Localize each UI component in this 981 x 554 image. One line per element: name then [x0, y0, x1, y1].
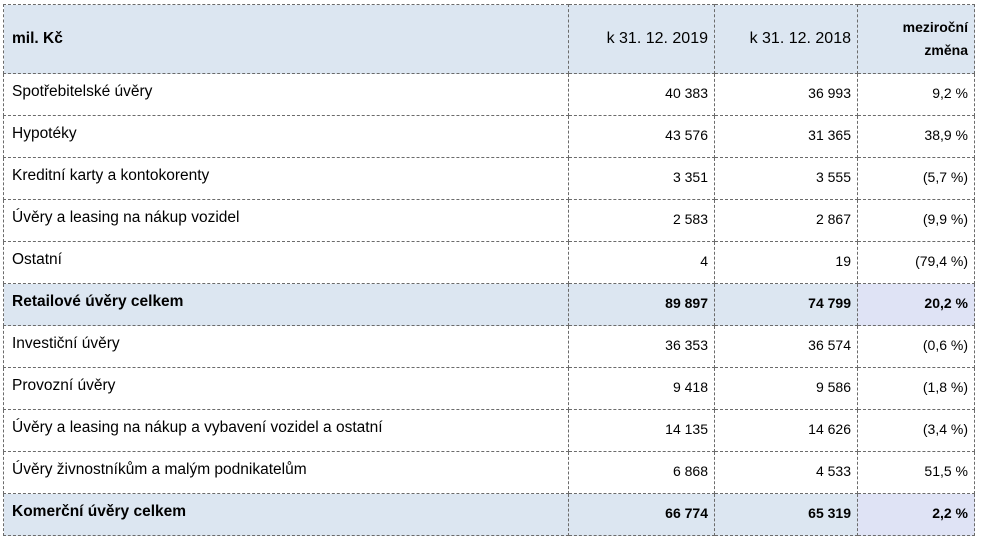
- value-2018: 9 586: [715, 368, 858, 410]
- table-total-row: [4, 494, 975, 536]
- value-2019: 66 774: [569, 494, 715, 536]
- header-2018: k 31. 12. 2018: [715, 5, 858, 74]
- table-row: [4, 74, 975, 116]
- value-change: 51,5 %: [858, 452, 975, 494]
- value-2018: 3 555: [715, 158, 858, 200]
- value-2018: 2 867: [715, 200, 858, 242]
- value-2018: 36 574: [715, 326, 858, 368]
- value-2019: 6 868: [569, 452, 715, 494]
- row-label: Hypotéky: [4, 116, 569, 158]
- loans-table-body: [4, 5, 975, 536]
- table-row: [4, 368, 975, 410]
- value-change: (5,7 %): [858, 158, 975, 200]
- table-row: [4, 326, 975, 368]
- row-label: Komerční úvěry celkem: [4, 494, 569, 536]
- value-change: (79,4 %): [858, 242, 975, 284]
- value-change: (9,9 %): [858, 200, 975, 242]
- header-label: mil. Kč: [4, 5, 569, 74]
- row-label: Investiční úvěry: [4, 326, 569, 368]
- row-label: Retailové úvěry celkem: [4, 284, 569, 326]
- value-2019: 2 583: [569, 200, 715, 242]
- value-change: (0,6 %): [858, 326, 975, 368]
- value-2018: 31 365: [715, 116, 858, 158]
- value-2019: 14 135: [569, 410, 715, 452]
- table-row: [4, 410, 975, 452]
- header-2019: k 31. 12. 2019: [569, 5, 715, 74]
- table-header-row: [4, 5, 975, 74]
- value-2018: 65 319: [715, 494, 858, 536]
- value-2019: 3 351: [569, 158, 715, 200]
- row-label: Spotřebitelské úvěry: [4, 74, 569, 116]
- table-row: [4, 200, 975, 242]
- value-change: 20,2 %: [858, 284, 975, 326]
- value-change: 9,2 %: [858, 74, 975, 116]
- table-total-row: [4, 284, 975, 326]
- table-row: [4, 116, 975, 158]
- value-2018: 14 626: [715, 410, 858, 452]
- row-label: Provozní úvěry: [4, 368, 569, 410]
- loans-table: [3, 4, 975, 536]
- value-2018: 74 799: [715, 284, 858, 326]
- value-change: (3,4 %): [858, 410, 975, 452]
- header-change: meziroční změna: [858, 5, 975, 74]
- value-2019: 40 383: [569, 74, 715, 116]
- value-2019: 43 576: [569, 116, 715, 158]
- value-2019: 4: [569, 242, 715, 284]
- value-2018: 4 533: [715, 452, 858, 494]
- row-label: Kreditní karty a kontokorenty: [4, 158, 569, 200]
- value-change: (1,8 %): [858, 368, 975, 410]
- value-2019: 89 897: [569, 284, 715, 326]
- table-row: [4, 242, 975, 284]
- row-label: Ostatní: [4, 242, 569, 284]
- value-2019: 9 418: [569, 368, 715, 410]
- row-label: Úvěry a leasing na nákup a vybavení vozidel a ostatní: [4, 410, 569, 452]
- value-2018: 36 993: [715, 74, 858, 116]
- value-change: 2,2 %: [858, 494, 975, 536]
- value-change: 38,9 %: [858, 116, 975, 158]
- value-2018: 19: [715, 242, 858, 284]
- value-2019: 36 353: [569, 326, 715, 368]
- row-label: Úvěry živnostníkům a malým podnikatelům: [4, 452, 569, 494]
- table-row: [4, 452, 975, 494]
- row-label: Úvěry a leasing na nákup vozidel: [4, 200, 569, 242]
- table-row: [4, 158, 975, 200]
